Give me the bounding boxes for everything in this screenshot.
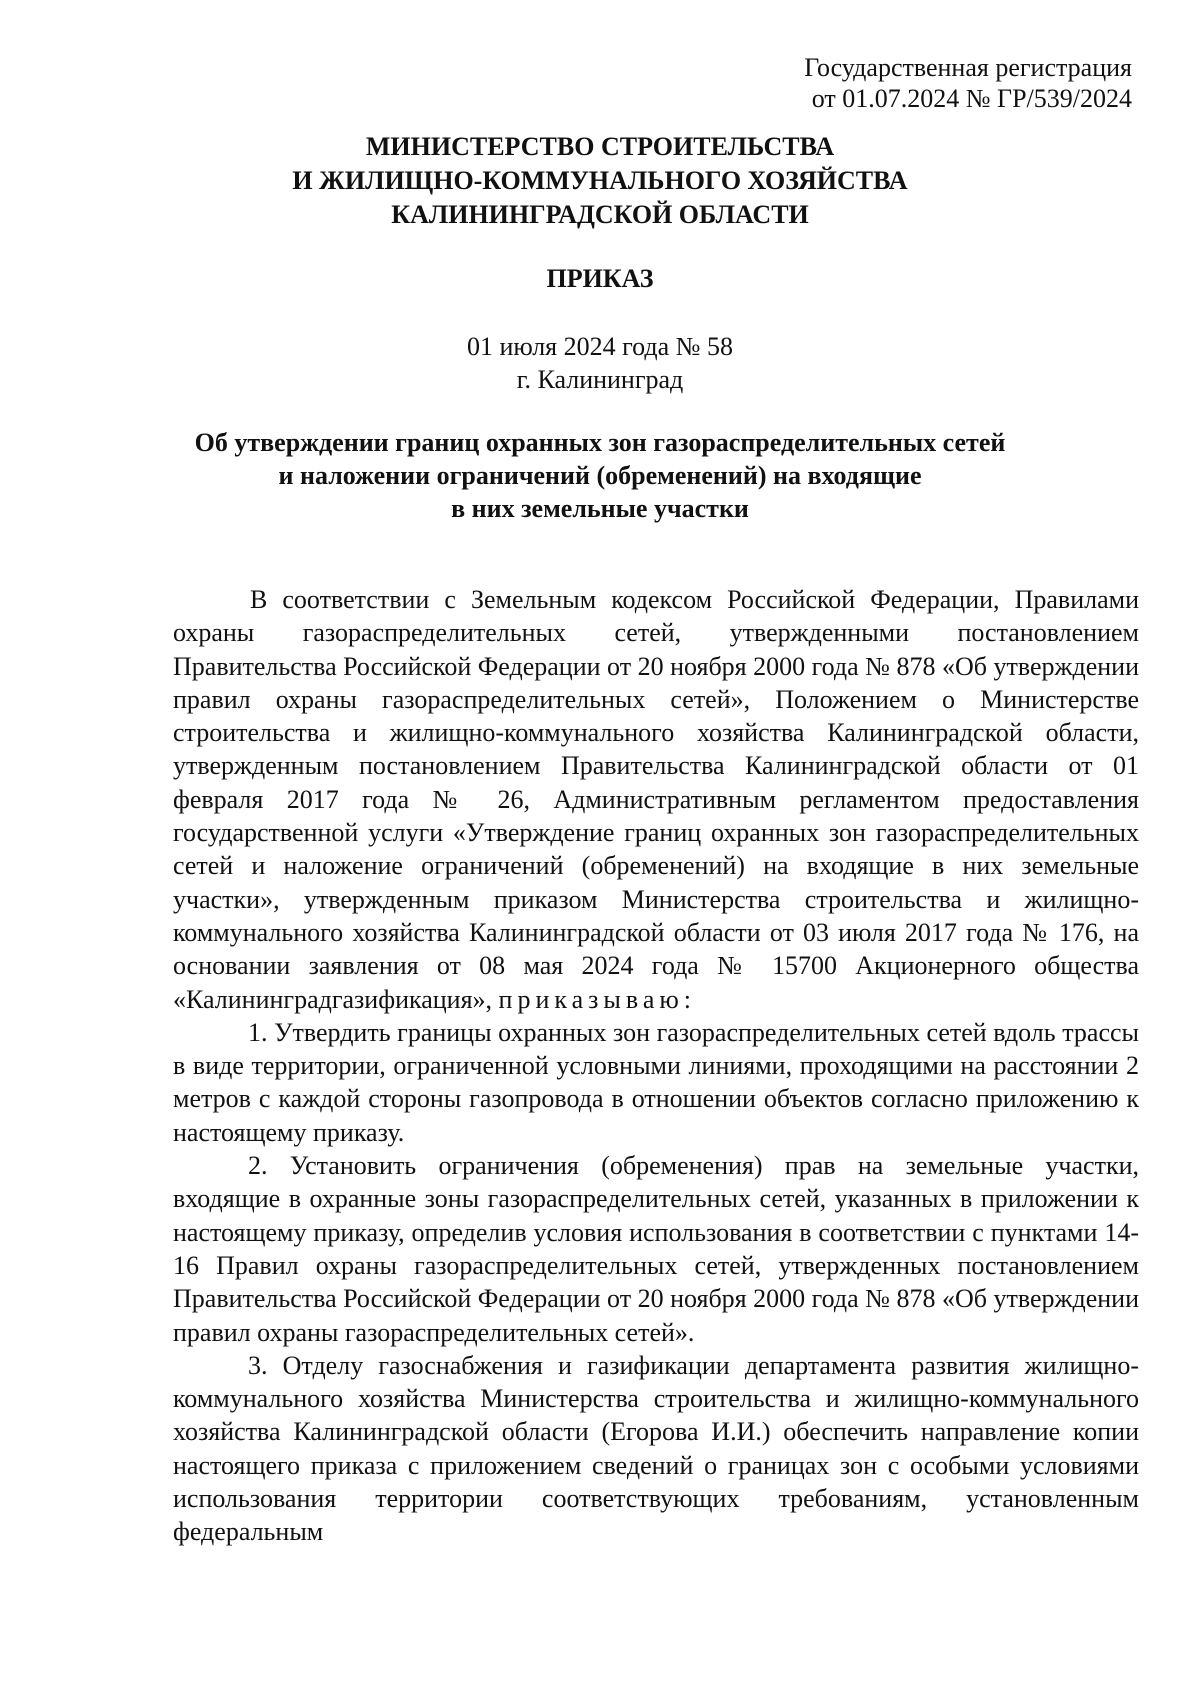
preamble-text: В соответствии с Земельным кодексом Российской Федерации, Правилами охраны газораспределительных сетей, утвержденными постановлением Правительства Российской Федерации от 20 ноября 2000 года № 878 «Об утверждении правил охраны газораспределительных сетей», Положением о Министерстве строительства и жилищно-коммунального хозяйства Калининградской области, утвержденным постановлением Правительства Калининградской области от 01 февраля 2017 года № 26, Административным регламентом предоставления государственной услуги «Утверждение границ охранных зон газораспределительных сетей и наложение ограничений (обременений) на входящие в них земельные участки», утвержденным приказом Министерства строительства и жилищно-коммунального хозяйства Калининградской области от 03 июля 2017 года № 176, на основании заявления от 08 мая 2024 года № 15700 Акционерного общества «Калининградгазификация», — [173, 585, 1139, 1014]
ministry-line-3: КАЛИНИНГРАДСКОЙ ОБЛАСТИ — [391, 200, 809, 229]
subject-line-1: Об утверждении границ охранных зон газораспределительных сетей — [194, 428, 1006, 457]
order-item-2: 2. Установить ограничения (обременения) прав на земельные участки, входящие в охранные зоны газораспределительных сетей, указанных в приложении к настоящему приказу, определив условия использования в соответствии с пунктами 14-16 Правил охраны газораспределительных сетей, утвержденных постановлением Правительства Российской Федерации от 20 ноября 2000 года № 878 «Об утверждении правил охраны газораспределительных сетей». — [173, 1151, 1139, 1347]
registration-line-1: Государственная регистрация — [804, 53, 1132, 82]
order-date: 01 июля 2024 года № 58 — [467, 332, 733, 361]
order-subject — [0, 426, 1200, 525]
subject-line-3: в них земельные участки — [451, 494, 749, 523]
ministry-line-1: МИНИСТЕРСТВО СТРОИТЕЛЬСТВА — [365, 132, 835, 161]
order-item-1: 1. Утвердить границы охранных зон газораспределительных сетей вдоль трассы в виде территории, ограниченной условными линиями, проходящими на расстоянии 2 метров с каждой стороны газопровода в отношении объектов согласно приложению к настоящему приказу. — [173, 1017, 1139, 1147]
order-word: приказываю: — [498, 984, 697, 1014]
order-item-3: 3. Отделу газоснабжения и газификации департамента развития жилищно-коммунального хозяйства Министерства строительства и жилищно-коммунального хозяйства Калининградской области (Егорова И.И.) обеспечить направление копии настоящего приказа с приложением сведений о границах зон с особыми условиями использования территории соответствующих требованиям, установленным федеральным — [173, 1350, 1139, 1547]
order-date-block — [0, 330, 1200, 396]
registration-line-2: от 01.07.2024 № ГР/539/2024 — [811, 84, 1132, 113]
subject-line-2: и наложении ограничений (обременений) на входящие — [278, 461, 922, 490]
order-title: ПРИКАЗ — [546, 264, 654, 293]
document-body — [173, 583, 1139, 1549]
ministry-header — [0, 130, 1200, 232]
order-city: г. Калининград — [516, 365, 684, 394]
ministry-line-2: И ЖИЛИЩНО-КОММУНАЛЬНОГО ХОЗЯЙСТВА — [292, 166, 908, 195]
preamble-paragraph — [173, 583, 1139, 1016]
registration-stamp — [804, 52, 1132, 114]
